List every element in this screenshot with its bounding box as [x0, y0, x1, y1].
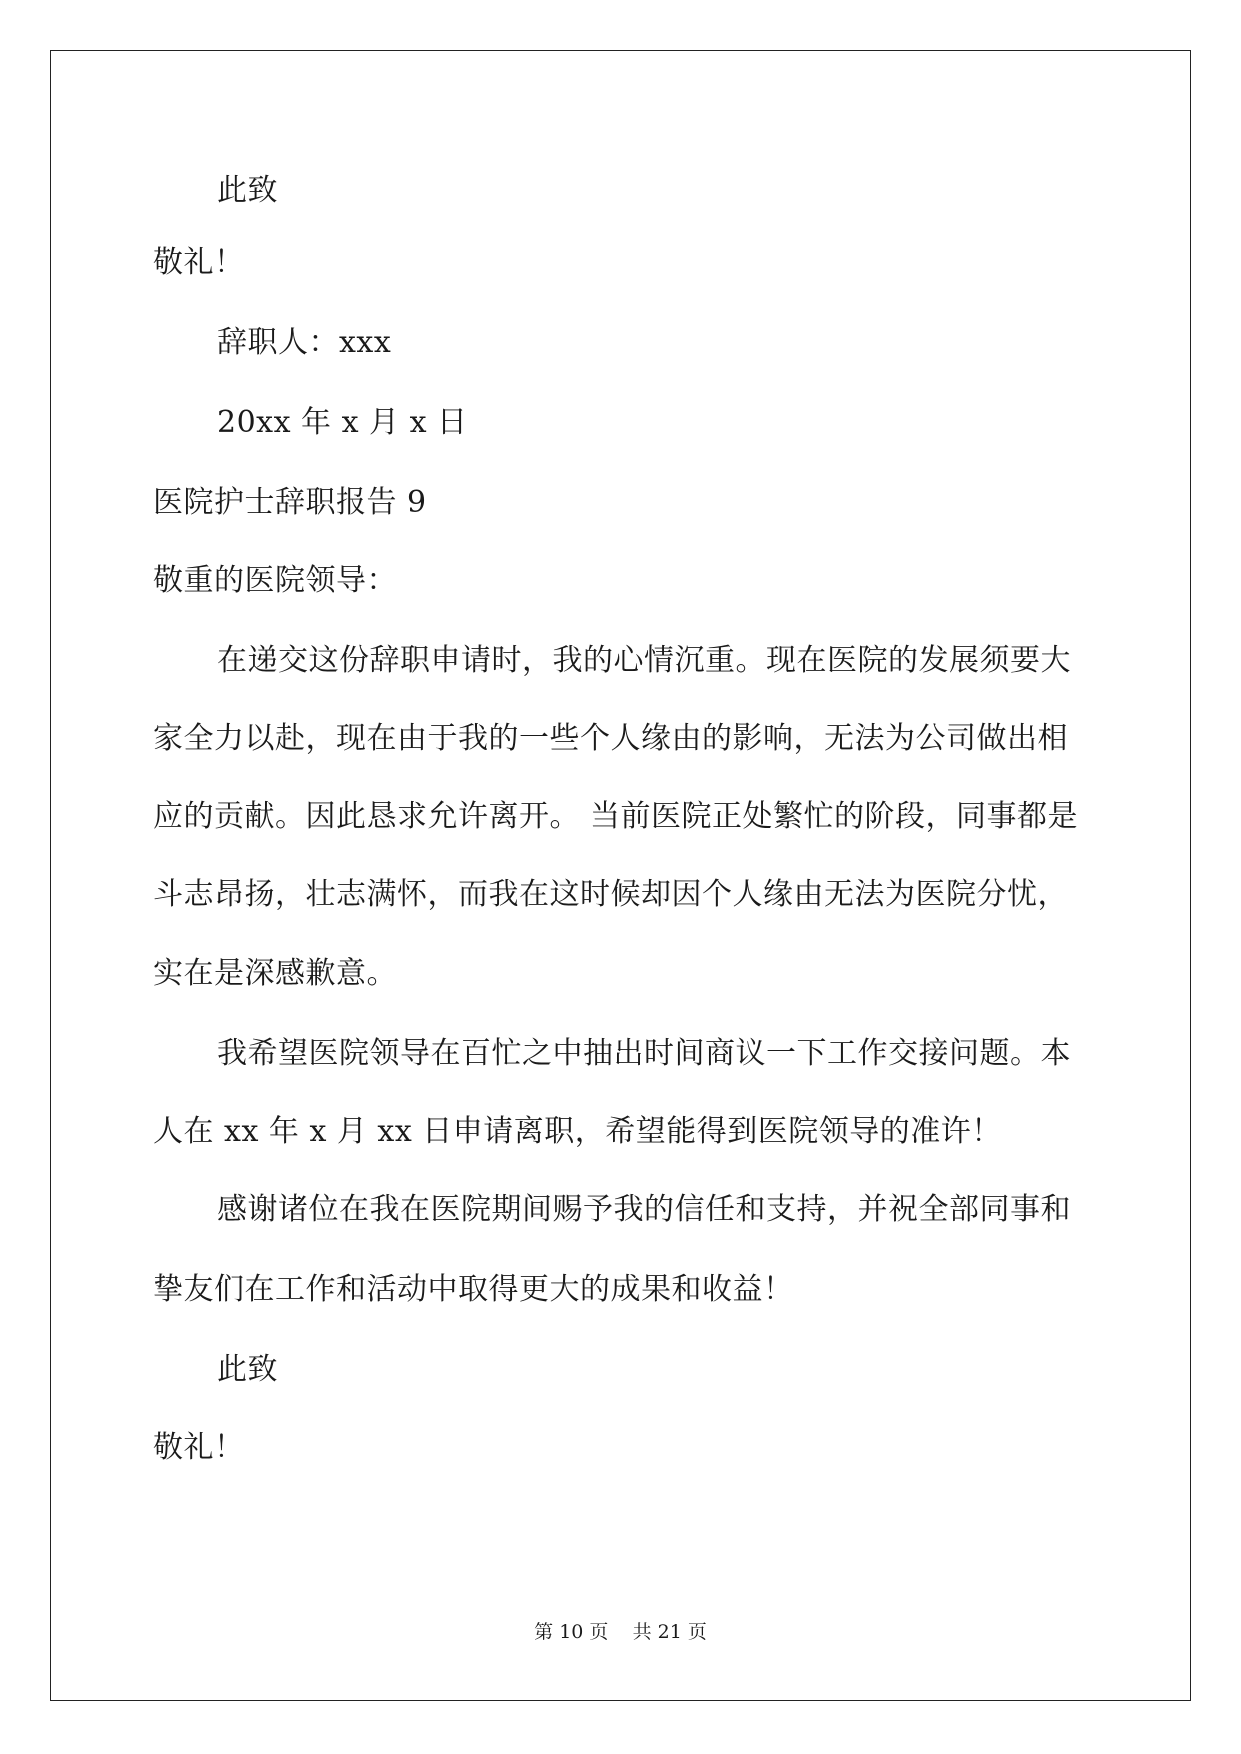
paragraph-line: 挚友们在工作和活动中取得更大的成果和收益！	[153, 1272, 794, 1307]
paragraph-line: 我希望医院领导在百忙之中抽出时间商议一下工作交接问题。本	[217, 1036, 1071, 1071]
paragraph-line: 实在是深感歉意。	[153, 956, 397, 991]
paragraph-line: 在递交这份辞职申请时，我的心情沉重。现在医院的发展须要大	[217, 643, 1071, 678]
section-heading: 医院护士辞职报告 9	[153, 485, 427, 520]
salutation-closing: 敬礼！	[153, 1430, 245, 1465]
paragraph-line: 感谢诸位在我在医院期间赐予我的信任和支持，并祝全部同事和	[217, 1192, 1071, 1227]
letter-greeting: 敬重的医院领导：	[153, 563, 397, 598]
salutation-closing: 敬礼！	[153, 245, 245, 280]
signature-line: 辞职人：xxx	[217, 325, 392, 360]
closing-phrase: 此致	[217, 1352, 278, 1387]
paragraph-line: 应的贡献。因此恳求允许离开。 当前医院正处繁忙的阶段，同事都是	[153, 799, 1079, 834]
page-number-footer: 第 10 页 共 21 页	[534, 1621, 707, 1643]
paragraph-line: 斗志昂扬，壮志满怀，而我在这时候却因个人缘由无法为医院分忧，	[153, 877, 1068, 912]
paragraph-line: 人在 xx 年 x 月 xx 日申请离职，希望能得到医院领导的准许！	[153, 1114, 1002, 1149]
closing-phrase: 此致	[217, 173, 278, 208]
date-line: 20xx 年 x 月 x 日	[217, 405, 468, 440]
paragraph-line: 家全力以赴，现在由于我的一些个人缘由的影响，无法为公司做出相	[153, 721, 1068, 756]
